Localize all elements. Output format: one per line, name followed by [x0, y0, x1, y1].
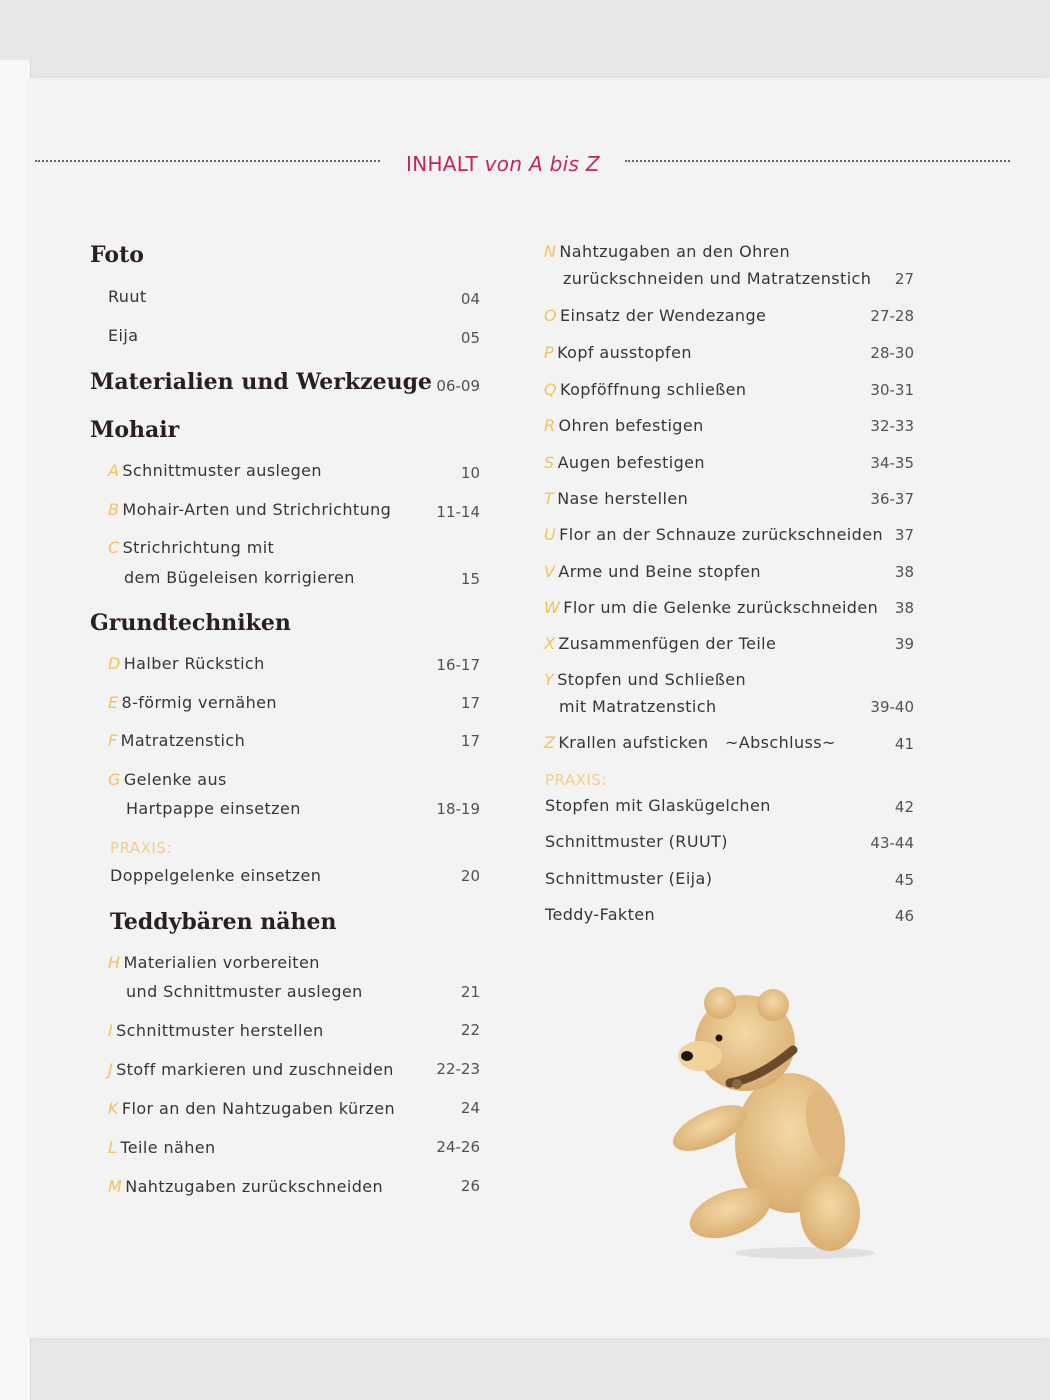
page-number: 17	[460, 732, 480, 750]
toc-entry-b: B Mohair-Arten und Strichrichtung	[108, 500, 392, 519]
page-number: 06-09	[436, 377, 480, 395]
page-number: 32-33	[870, 417, 914, 435]
chapter-letter: A	[108, 461, 120, 480]
toc-entry-e: E 8-förmig vernähen	[108, 693, 277, 712]
page-number: 46	[894, 907, 914, 925]
chapter-letter: W	[544, 598, 561, 617]
teddy-bear-illustration	[655, 978, 895, 1263]
toc-entry-k: K Flor an den Nahtzugaben kürzen	[108, 1099, 396, 1118]
chapter-letter: I	[108, 1021, 114, 1040]
page-number: 04	[460, 290, 480, 308]
page-number: 36-37	[870, 490, 914, 508]
toc-entry-s: S Augen befestigen	[544, 453, 705, 472]
toc-entry-z: Z Krallen aufsticken ~Abschluss~	[544, 733, 836, 752]
toc-entry-n: N Nahtzugaben an den Ohren	[544, 242, 791, 261]
chapter-letter: P	[544, 343, 555, 362]
page-number: 24-26	[436, 1138, 480, 1156]
toc-entry-glaskuegelchen: Stopfen mit Glaskügelchen	[545, 796, 771, 815]
page-number: 22	[460, 1021, 480, 1039]
toc-entry-doppelgelenke: Doppelgelenke einsetzen	[110, 866, 322, 885]
toc-entry-g-line2: Hartpappe einsetzen	[126, 799, 301, 818]
chapter-letter: U	[544, 525, 557, 544]
chapter-letter: V	[544, 562, 556, 581]
toc-entry-d: D Halber Rückstich	[108, 654, 265, 673]
page-number: 42	[894, 798, 914, 816]
toc-entry-o: O Einsatz der Wendezange	[544, 306, 767, 325]
toc-entry-a: A Schnittmuster auslegen	[108, 461, 322, 480]
chapter-letter: R	[544, 416, 556, 435]
chapter-letter: Z	[544, 733, 556, 752]
page-number: 38	[894, 563, 914, 581]
chapter-letter: G	[108, 770, 121, 789]
chapter-letter: S	[544, 453, 555, 472]
page-number: 45	[894, 871, 914, 889]
chapter-letter: N	[544, 242, 557, 261]
chapter-letter: L	[108, 1138, 118, 1157]
section-heading-teddybaeren: Teddybären nähen	[110, 909, 337, 935]
chapter-letter: Q	[544, 380, 557, 399]
toc-entry-g: G Gelenke aus	[108, 770, 227, 789]
page-number: 27	[894, 270, 914, 288]
toc-entry-f: F Matratzenstich	[108, 731, 246, 750]
toc-entry-ruut: Ruut	[108, 287, 147, 306]
page-number: 43-44	[870, 834, 914, 852]
page-number: 17	[460, 694, 480, 712]
toc-entry-i: I Schnittmuster herstellen	[108, 1021, 324, 1040]
page-number: 16-17	[436, 656, 480, 674]
page-number: 18-19	[436, 800, 480, 818]
page-number: 39	[894, 635, 914, 653]
page-number: 37	[894, 526, 914, 544]
chapter-letter: H	[108, 953, 121, 972]
toc-entry-w: W Flor um die Gelenke zurückschneiden	[544, 598, 879, 617]
chapter-letter: O	[544, 306, 557, 325]
chapter-letter: X	[544, 634, 556, 653]
page-number: 11-14	[436, 503, 480, 521]
page-number: 22-23	[436, 1060, 480, 1078]
adjacent-page-edge	[0, 60, 31, 1400]
chapter-letter: M	[108, 1177, 123, 1196]
toc-entry-l: L Teile nähen	[108, 1138, 216, 1157]
page-number: 20	[460, 867, 480, 885]
page-number: 15	[460, 570, 480, 588]
page-title: INHALT von A bis Z	[406, 152, 600, 176]
chapter-letter: F	[108, 731, 118, 750]
toc-entry-teddy-fakten: Teddy-Fakten	[545, 905, 656, 924]
page-number: 27-28	[870, 307, 914, 325]
section-heading-grundtechniken: Grundtechniken	[90, 610, 291, 636]
page-number: 39-40	[870, 698, 914, 716]
chapter-letter: K	[108, 1099, 119, 1118]
toc-entry-y-line2: mit Matratzenstich	[559, 697, 717, 716]
header-rule-right	[625, 160, 1010, 162]
toc-entry-x: X Zusammenfügen der Teile	[544, 634, 777, 653]
chapter-letter: Y	[544, 670, 555, 689]
toc-entry-p: P Kopf ausstopfen	[544, 343, 692, 362]
toc-entry-t: T Nase herstellen	[544, 489, 689, 508]
toc-entry-h-line2: und Schnittmuster auslegen	[126, 982, 363, 1001]
praxis-label: PRAXIS:	[110, 839, 172, 857]
toc-entry-j: J Stoff markieren und zuschneiden	[108, 1060, 394, 1079]
toc-entry-c: C Strichrichtung mit	[108, 538, 275, 557]
toc-entry-schnittmuster-ruut: Schnittmuster (RUUT)	[545, 832, 728, 851]
chapter-letter: J	[108, 1060, 114, 1079]
chapter-letter: B	[108, 500, 120, 519]
chapter-letter: E	[108, 693, 119, 712]
page-number: 21	[460, 983, 480, 1001]
page-number: 05	[460, 329, 480, 347]
chapter-letter: C	[108, 538, 120, 557]
toc-entry-u: U Flor an der Schnauze zurückschneiden	[544, 525, 883, 544]
toc-entry-schnittmuster-eija: Schnittmuster (Eija)	[545, 869, 713, 888]
section-heading-foto: Foto	[90, 242, 144, 268]
header-rule-left	[35, 160, 380, 162]
section-heading-mohair: Mohair	[90, 417, 180, 443]
toc-entry-q: Q Kopföffnung schließen	[544, 380, 747, 399]
page-number: 41	[894, 735, 914, 753]
toc-entry-eija: Eija	[108, 326, 139, 345]
chapter-letter: T	[544, 489, 555, 508]
page-number: 34-35	[870, 454, 914, 472]
praxis-label: PRAXIS:	[545, 771, 607, 789]
toc-entry-v: V Arme und Beine stopfen	[544, 562, 761, 581]
toc-entry-h: H Materialien vorbereiten	[108, 953, 320, 972]
toc-entry-y: Y Stopfen und Schließen	[544, 670, 747, 689]
toc-entry-c-line2: dem Bügeleisen korrigieren	[124, 568, 355, 587]
page-number: 10	[460, 464, 480, 482]
page-number: 28-30	[870, 344, 914, 362]
page-number: 30-31	[870, 381, 914, 399]
section-heading-materialien: Materialien und Werkzeuge	[90, 369, 432, 395]
toc-entry-n-line2: zurückschneiden und Matratzenstich	[563, 269, 872, 288]
page-number: 26	[460, 1177, 480, 1195]
page-number: 24	[460, 1099, 480, 1117]
toc-entry-m: M Nahtzugaben zurückschneiden	[108, 1177, 384, 1196]
toc-entry-r: R Ohren befestigen	[544, 416, 704, 435]
chapter-letter: D	[108, 654, 121, 673]
page-number: 38	[894, 599, 914, 617]
